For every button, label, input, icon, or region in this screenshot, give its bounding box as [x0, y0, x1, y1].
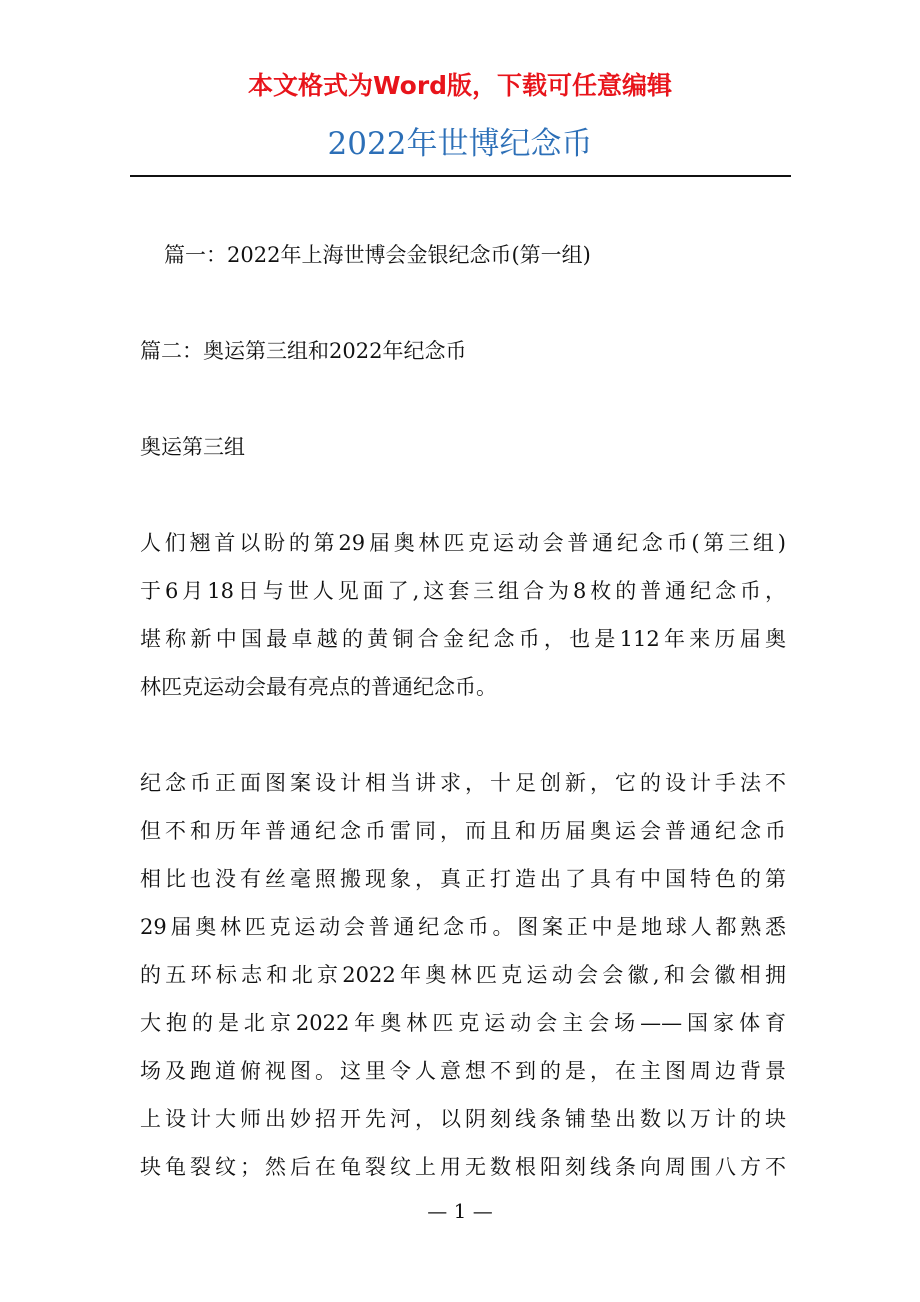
paragraph-line: 块龟裂纹；然后在龟裂纹上用无数根阳刻线条向周围八方不 — [140, 1155, 786, 1179]
section-heading-part2: 篇二：奥运第三组和2022年纪念币 — [140, 339, 467, 363]
format-banner: 本文格式为Word版，下载可任意编辑 — [247, 71, 673, 100]
page-number: — 1 — — [427, 1199, 493, 1223]
paragraph-line: 场及跑道俯视图。这里令人意想不到的是，在主图周边背景 — [140, 1059, 786, 1083]
paragraph-line: 但不和历年普通纪念币雷同，而且和历届奥运会普通纪念币 — [140, 819, 786, 843]
paragraph-line: 于6月18日与世人见面了,这套三组合为8枚的普通纪念币， — [140, 579, 786, 603]
paragraph-line: 上设计大师出妙招开先河，以阴刻线条铺垫出数以万计的块 — [140, 1107, 786, 1131]
paragraph-line: 人们翘首以盼的第29届奥林匹克运动会普通纪念币(第三组) — [140, 531, 786, 555]
document-title: 2022年世博纪念币 — [327, 126, 593, 162]
subheading: 奥运第三组 — [140, 435, 245, 459]
paragraph-line: 林匹克运动会最有亮点的普通纪念币。 — [140, 675, 497, 699]
section-heading-part1: 篇一：2022年上海世博会金银纪念币(第一组) — [164, 243, 591, 267]
paragraph-line: 纪念币正面图案设计相当讲求，十足创新，它的设计手法不 — [140, 771, 786, 795]
paragraph-line: 的五环标志和北京2022年奥林匹克运动会会徽,和会徽相拥 — [140, 963, 786, 987]
title-rule — [130, 175, 791, 177]
paragraph-line: 29届奥林匹克运动会普通纪念币。图案正中是地球人都熟悉 — [140, 915, 786, 939]
paragraph-line: 堪称新中国最卓越的黄铜合金纪念币，也是112年来历届奥 — [140, 627, 786, 651]
paragraph-line: 相比也没有丝毫照搬现象，真正打造出了具有中国特色的第 — [140, 867, 786, 891]
paragraph-line: 大抱的是北京2022年奥林匹克运动会主会场——国家体育 — [140, 1011, 786, 1035]
